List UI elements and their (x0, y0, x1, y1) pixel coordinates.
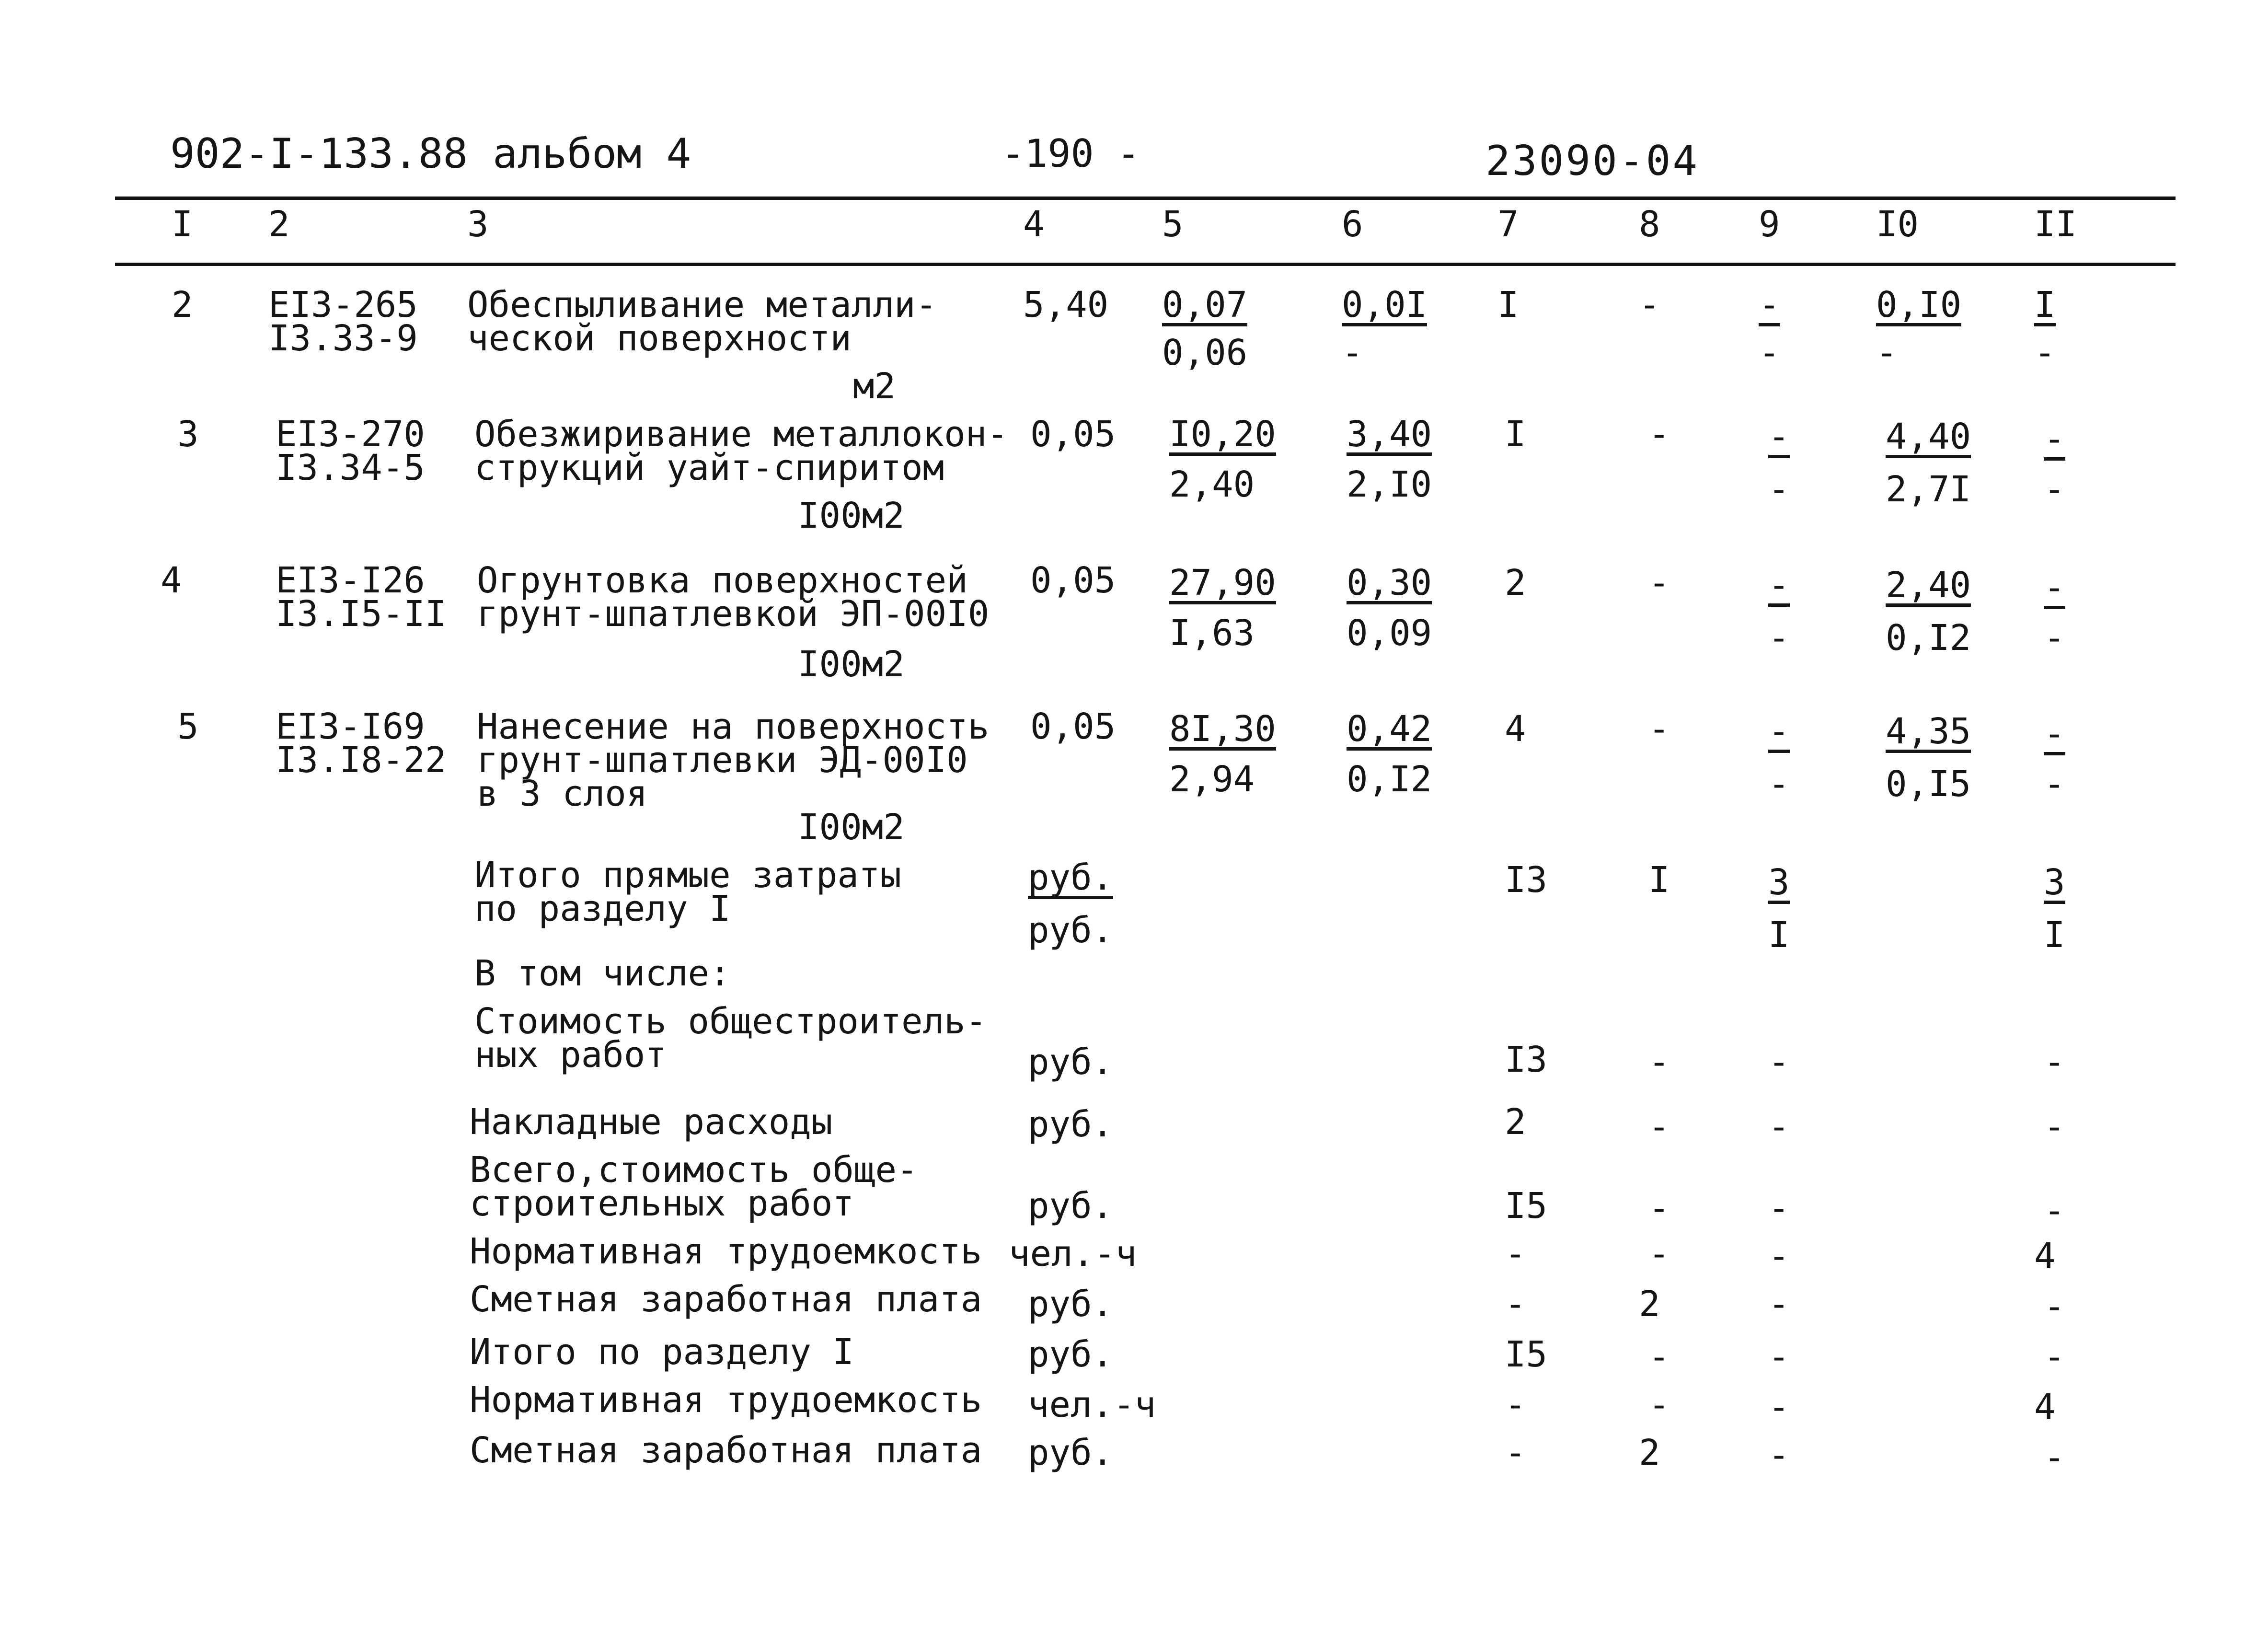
col10-value: 4,35 (1886, 711, 1971, 752)
col7-value: - (1505, 1284, 1526, 1325)
col11-sub: - (2044, 469, 2065, 510)
col8-value: - (1648, 1106, 1670, 1147)
work-description: в 3 слоя (477, 773, 648, 814)
col7-value: I3 (1505, 1039, 1548, 1080)
col8-value: I (1648, 859, 1670, 901)
col11-value: - (2044, 1190, 2065, 1231)
col10-sub: 0,I2 (1886, 617, 1971, 659)
summary-label: Сметная заработная плата (470, 1430, 982, 1471)
col9-sub: I (1768, 914, 1790, 956)
summary-label: Сметная заработная плата (470, 1279, 982, 1320)
page-number: -190 - (1002, 131, 1140, 176)
col11-value: 4 (2034, 1236, 2056, 1277)
col-header: II (2034, 204, 2077, 245)
col11-sub: I (2044, 914, 2065, 956)
cost-machines-wages: - (1342, 332, 1363, 373)
work-description: струкций уайт-спиритом (474, 447, 944, 488)
col11-value: - (2044, 1042, 2065, 1083)
header-bottom-rule (115, 263, 2176, 266)
col9-sub: - (1768, 764, 1790, 805)
summary-label: ных работ (474, 1034, 667, 1076)
col-header: 4 (1023, 204, 1045, 245)
col9-value: - (1768, 1387, 1790, 1428)
col8-value: - (1648, 562, 1670, 603)
rate-code-ref: I3.34-5 (276, 447, 425, 488)
doc-code: 902-I-133.88 альбом 4 (170, 130, 691, 178)
summary-label: строительных работ (470, 1183, 854, 1224)
col8-value: - (1648, 1188, 1670, 1229)
col-header: I0 (1876, 204, 1919, 245)
col8-value: - (1648, 1233, 1670, 1274)
col9-value: - (1768, 1336, 1790, 1377)
summary-unit: руб. (1028, 1185, 1114, 1227)
summary-label: Всего,стоимость обще- (470, 1149, 918, 1191)
totals-label: по разделу I (474, 888, 731, 929)
col9-value: - (1768, 711, 1790, 752)
col7-value: 2 (1505, 1101, 1526, 1143)
cost-machines: 0,0I (1342, 284, 1428, 325)
col7-value: I (1497, 284, 1519, 325)
col8-value: - (1639, 284, 1660, 325)
col9-sub: - (1759, 332, 1780, 373)
col7-value: I (1505, 414, 1526, 455)
col8-value: - (1648, 708, 1670, 750)
col10-sub: 0,I5 (1886, 764, 1971, 805)
col11-value: - (2044, 713, 2065, 754)
rate-code: EI3-I26 (276, 560, 425, 601)
work-description: грунт-шпатлевки ЭД-00I0 (477, 740, 968, 781)
unit: I00м2 (798, 807, 905, 848)
col9-value: - (1768, 1236, 1790, 1277)
row-number: 5 (177, 706, 199, 747)
col-header: 8 (1639, 204, 1660, 245)
col-header: 9 (1759, 204, 1780, 245)
col7-value: 4 (1505, 708, 1526, 750)
quantity: 0,05 (1030, 706, 1116, 747)
col11-value: 4 (2034, 1387, 2056, 1428)
col-header: 6 (1342, 204, 1363, 245)
including-heading: В том числе: (474, 953, 731, 994)
summary-unit: руб. (1028, 1042, 1114, 1083)
rate-code-ref: I3.I5-II (276, 593, 447, 635)
col-header: 3 (467, 204, 489, 245)
col9-value: - (1759, 284, 1780, 325)
work-description: Огрунтовка поверхностей (477, 560, 968, 601)
work-description: ческой поверхности (467, 318, 852, 359)
col9-sub: - (1768, 469, 1790, 510)
col7-value: I5 (1505, 1185, 1548, 1227)
col11-sub: - (2044, 617, 2065, 659)
totals-label: Итого прямые затраты (474, 855, 902, 896)
cost-wages: 0,06 (1162, 332, 1248, 373)
cost-machines-wages: 2,I0 (1347, 464, 1432, 505)
quantity: 0,05 (1030, 414, 1116, 455)
summary-unit: руб. (1028, 1284, 1114, 1325)
cost-wages: I,63 (1169, 613, 1255, 654)
col9-value: 3 (1768, 862, 1790, 903)
summary-label: Стоимость общестроитель- (474, 1001, 987, 1042)
work-description: Нанесение на поверхность (477, 706, 990, 747)
cost-total: 8I,30 (1169, 708, 1276, 750)
cost-total: I0,20 (1169, 414, 1276, 455)
col9-value: - (1768, 1284, 1790, 1325)
col10-value: 0,I0 (1876, 284, 1962, 325)
col11-value: - (2044, 567, 2065, 608)
summary-unit: чел.-ч (1009, 1233, 1137, 1274)
cost-machines: 0,30 (1347, 562, 1432, 603)
col11-sub: - (2034, 332, 2056, 373)
unit: I00м2 (798, 495, 905, 536)
summary-unit: руб. (1028, 1104, 1114, 1145)
cost-machines: 3,40 (1347, 414, 1432, 455)
col10-value: 2,40 (1886, 565, 1971, 606)
col-header: 2 (268, 204, 290, 245)
col11-sub: - (2044, 764, 2065, 805)
work-description: грунт-шпатлевкой ЭП-00I0 (477, 593, 990, 635)
col9-value: - (1768, 1435, 1790, 1476)
col8-value: - (1648, 414, 1670, 455)
cost-machines-wages: 0,I2 (1347, 759, 1432, 800)
col8-value: - (1648, 1042, 1670, 1083)
cost-machines-wages: 0,09 (1347, 613, 1432, 654)
summary-unit: руб. (1028, 1334, 1114, 1375)
col11-value: - (2044, 1286, 2065, 1327)
col7-value: 2 (1505, 562, 1526, 603)
cost-wages: 2,94 (1169, 759, 1255, 800)
work-description: Обезжиривание металлокон- (474, 414, 1008, 455)
col8-value: 2 (1639, 1432, 1660, 1473)
rate-code: EI3-265 (268, 284, 418, 325)
col9-value: - (1768, 565, 1790, 606)
totals-unit: руб. (1028, 857, 1114, 898)
summary-label: Итого по разделу I (470, 1331, 854, 1373)
rate-code-ref: I3.33-9 (268, 318, 418, 359)
col9-sub: - (1768, 617, 1790, 659)
col-header: 7 (1497, 204, 1519, 245)
col7-value: - (1505, 1384, 1526, 1425)
summary-label: Накладные расходы (470, 1101, 833, 1143)
col10-sub: 2,7I (1886, 469, 1971, 510)
row-number: 4 (161, 560, 182, 601)
cost-wages: 2,40 (1169, 464, 1255, 505)
col10-sub: - (1876, 332, 1898, 373)
col9-value: - (1768, 1106, 1790, 1147)
doc-ref: 23090-04 (1485, 137, 1700, 185)
unit: I00м2 (798, 644, 905, 685)
row-number: 2 (172, 284, 193, 325)
col11-value: 3 (2044, 862, 2065, 903)
cost-total: 27,90 (1169, 562, 1276, 603)
col9-value: - (1768, 1188, 1790, 1229)
quantity: 0,05 (1030, 560, 1116, 601)
col11-value: I (2034, 284, 2056, 325)
col7-value: - (1505, 1233, 1526, 1274)
summary-label: Нормативная трудоемкость (470, 1231, 982, 1272)
col8-value: - (1648, 1336, 1670, 1377)
col11-value: - (2044, 1336, 2065, 1377)
rate-code: EI3-I69 (276, 706, 425, 747)
cost-machines: 0,42 (1347, 708, 1432, 750)
rate-code-ref: I3.I8-22 (276, 740, 447, 781)
summary-unit: чел.-ч (1028, 1384, 1156, 1425)
col8-value: - (1648, 1384, 1670, 1425)
totals-unit: руб. (1028, 910, 1114, 951)
col11-value: - (2044, 1106, 2065, 1147)
col7-value: I5 (1505, 1334, 1548, 1375)
col9-value: - (1768, 1042, 1790, 1083)
col11-value: - (2044, 418, 2065, 460)
work-description: Обеспыливание металли- (467, 284, 937, 325)
col-header: I (172, 204, 193, 245)
col7-value: - (1505, 1432, 1526, 1473)
summary-label: Нормативная трудоемкость (470, 1379, 982, 1421)
header-top-rule (115, 197, 2176, 200)
summary-unit: руб. (1028, 1432, 1114, 1473)
row-number: 3 (177, 414, 199, 455)
col9-value: - (1768, 416, 1790, 457)
col10-value: 4,40 (1886, 416, 1971, 457)
quantity: 5,40 (1023, 284, 1109, 325)
cost-total: 0,07 (1162, 284, 1248, 325)
unit: м2 (853, 366, 896, 407)
col8-value: 2 (1639, 1284, 1660, 1325)
rate-code: EI3-270 (276, 414, 425, 455)
col-header: 5 (1162, 204, 1184, 245)
col11-value: - (2044, 1437, 2065, 1478)
col7-value: I3 (1505, 859, 1548, 901)
